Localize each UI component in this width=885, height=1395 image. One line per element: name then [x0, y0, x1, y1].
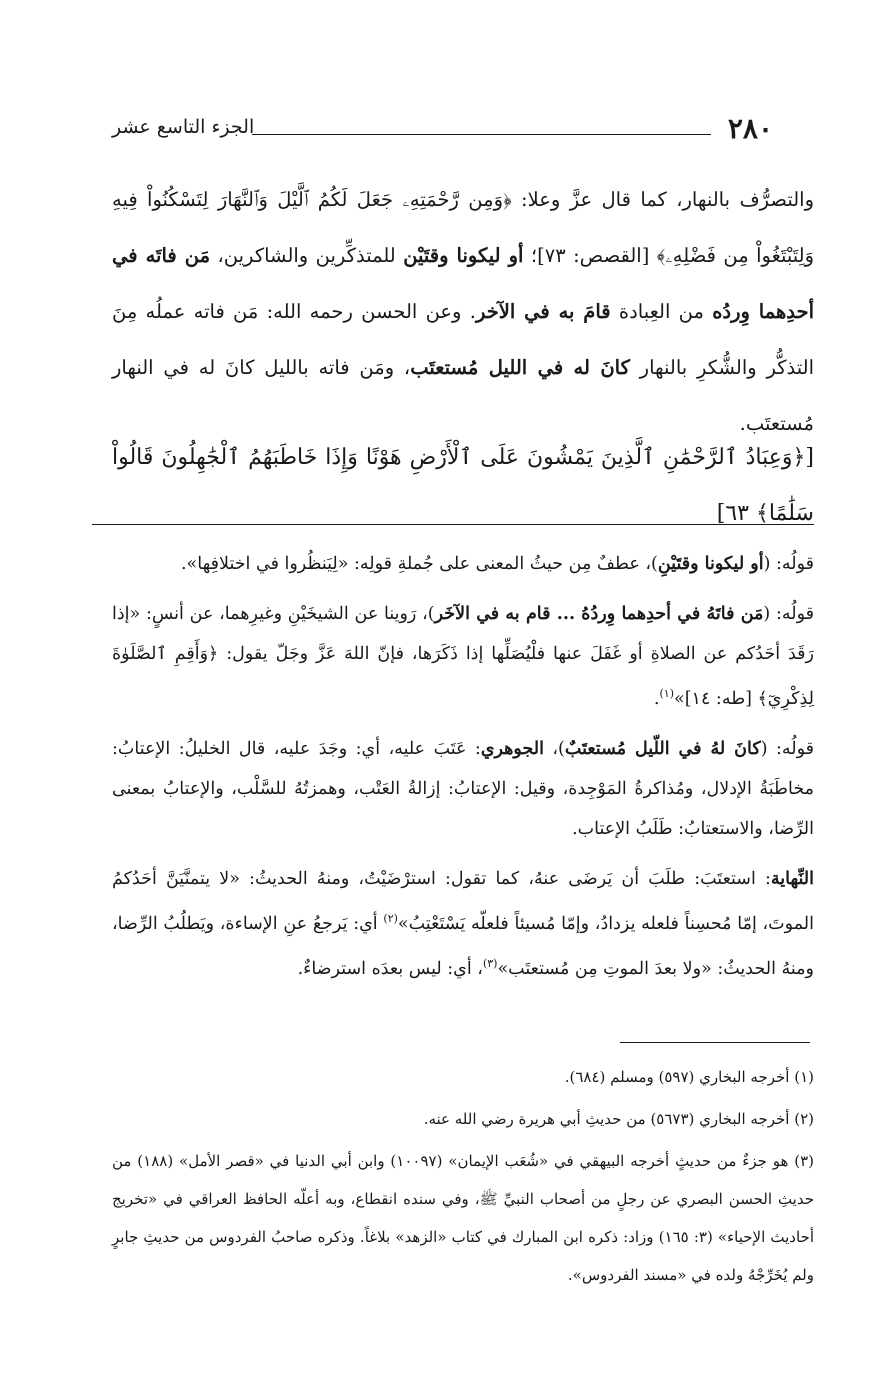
bold-phrase: مَن فاتَهُ في أحدِهما وِردُهُ ... قام به في الآخَر: [434, 604, 764, 624]
footnote-divider: [620, 1042, 810, 1043]
page-number: ٢٨٠: [727, 112, 773, 145]
footnote-ref[interactable]: (٣): [482, 956, 498, 970]
commentary-paragraph: [112, 544, 814, 584]
text-run: قولُه: (: [763, 604, 814, 624]
verse-heading: [﴿وَعِبَادُ ٱلرَّحْمَٰنِ ٱلَّذِينَ يَمْشُونَ عَلَى ٱلْأَرْضِ هَوْنًا وَإِذَا خَاطَبَهُمُ ٱلْجَٰهِلُونَ قَالُواْ سَلَٰمًا﴾ ٦٣]: [112, 445, 814, 526]
text-run: قولُه: (: [760, 738, 814, 759]
text-run: .: [653, 688, 660, 709]
main-text: [112, 172, 814, 452]
commentary-paragraph: [112, 859, 814, 989]
footnote: (٣) هو جزءٌ من حديثٍ أخرجه البيهقي في «شُعَب الإيمان» (١٠٠٩٧) وابن أبي الدنيا في «قصر الأمل» (١٨٨) من حديثِ الحسن البصري عن رجلٍ من أصحاب النبيِّ ﷺ، وفي سنده انقطاع، وبه أعلّه الحافظ العراقي في «تخريج أحاديث الإحياء» (٣: ١٦٥) وزاد: ذكره ابن المبارك في كتاب «الزهد» بلاغاً. وذكره صاحبُ الفردوس من حديثِ جابرٍ ولم يُخَرِّجْهُ ولده في «مسند الفردوس».: [112, 1152, 814, 1284]
bold-phrase: النِّهاية: [770, 868, 814, 889]
text-run: قولُه: (: [763, 554, 814, 574]
section-divider: [92, 524, 814, 525]
text-run: [طه: ١٤]»: [674, 688, 758, 709]
running-header: [112, 112, 773, 152]
footnote: (١) أخرجه البخاري (٥٩٧) ومسلم (٦٨٤).: [564, 1068, 814, 1086]
text-run: والتصرُّف بالنهار، كما قال عزَّ وعلا:: [511, 188, 814, 211]
bold-phrase: الجوهري: [480, 738, 544, 759]
footnote: (٢) أخرجه البخاري (٥٦٧٣) من حديثِ أبي هريرة رضي الله عنه.: [423, 1110, 814, 1128]
text-run: من العِبادة: [610, 300, 713, 323]
text-run: )، رَوينا عن الشيخَيْنِ وغيرِهما، عن أنسٍ: «إذا رَقَدَ أحَدُكم عن الصلاةِ أو غَفَلَ عنها فلْيُصَلِّها إذا ذَكَرَها، فإنّ اللهَ عَزَّ وجَلّ يقول:: [112, 604, 815, 664]
running-title: الجزء التاسع عشر: [112, 116, 255, 138]
text-run: : عَتَبَ عليه، أي: وجَدَ عليه، قال الخليلُ: الإعتابُ: مخاطَبَةُ الإدلال، ومُذاكرةُ المَوْجِدة، وقيل: الإعتابُ: إزالةُ العَتْب، وهمزتُهُ للسَّلْب، والإعتابُ بمعنى الرِّضا، والاستعتابُ: طَلَبُ الإعتاب.: [112, 738, 814, 839]
commentary-paragraph: [112, 594, 814, 719]
bold-phrase: أو ليكونا وقتَيْنِ: [657, 554, 764, 574]
footnote-ref[interactable]: (١): [659, 687, 674, 700]
bold-phrase: كانَ لهُ في اللّيل مُستعتَبٌ: [564, 738, 761, 759]
text-run: )، عطفٌ مِن حيثُ المعنى على جُملةِ قولِه: «لِيَنظُروا في اختلافِها».: [180, 554, 658, 574]
text-run: ، أي: ليس بعدَه استرضاءٌ.: [297, 958, 483, 979]
bold-phrase: كانَ له في الليل مُستعتَب: [410, 356, 630, 379]
commentary: [112, 544, 814, 998]
text-run: [القصص: ٧٣]؛: [523, 244, 657, 267]
text-run: )،: [543, 738, 565, 759]
text-run: أي: يَرجعُ عنِ الإساءة، ويَطلُبُ الرِّضا، ومنهُ الحديثُ: «ولا بعدَ الموتِ مِن مُستعتَب»: [112, 913, 814, 979]
text-run: للمتذكِّرين والشاكرين،: [210, 244, 404, 267]
bold-phrase: مَن فاتَه في أحدِهما وِردُه: [112, 244, 814, 323]
footnotes: [112, 1058, 814, 1298]
text-run: : استعتَبَ: طلَبَ أن يَرضَى عنهُ، كما تقول: استرْضَيْتُ، ومنهُ الحديثُ: «لا يتمنَّيَنَّ أحَدُكمُ الموتَ، إمّا مُحسِناً فلعله يزدادُ، وإمّا مُسيئاً فلعلّه يَسْتَعْتِبُ»: [112, 868, 815, 934]
text-run: . وعن الحسن رحمه الله: مَن فاته عملُه مِنَ التذكُّر والشُّكرِ بالنهار: [112, 300, 815, 379]
quran-quote: ﴿وَمِن رَّحْمَتِهِۦ جَعَلَ لَكُمُ ٱلَّيْلَ وَٱلنَّهَارَ لِتَسْكُنُواْ فِيهِ وَلِتَبْتَغُواْ مِن فَضْلِهِۦ﴾: [112, 188, 815, 267]
main-paragraph: [112, 172, 814, 452]
bold-phrase: أو ليكونا وقتَيْن: [403, 244, 524, 267]
footnote-ref[interactable]: (٢): [383, 911, 398, 925]
header-rule: [252, 134, 711, 135]
quran-quote: ﴿وَأَقِمِ ٱلصَّلَوٰةَ لِذِكْرِيٓ﴾: [112, 644, 814, 709]
text-run: ، ومَن فاته بالليل كانَ له في النهار مُستعتَب.: [112, 356, 814, 435]
bold-phrase: قامَ به في الآخر: [475, 300, 611, 323]
commentary-paragraph: [112, 729, 814, 849]
